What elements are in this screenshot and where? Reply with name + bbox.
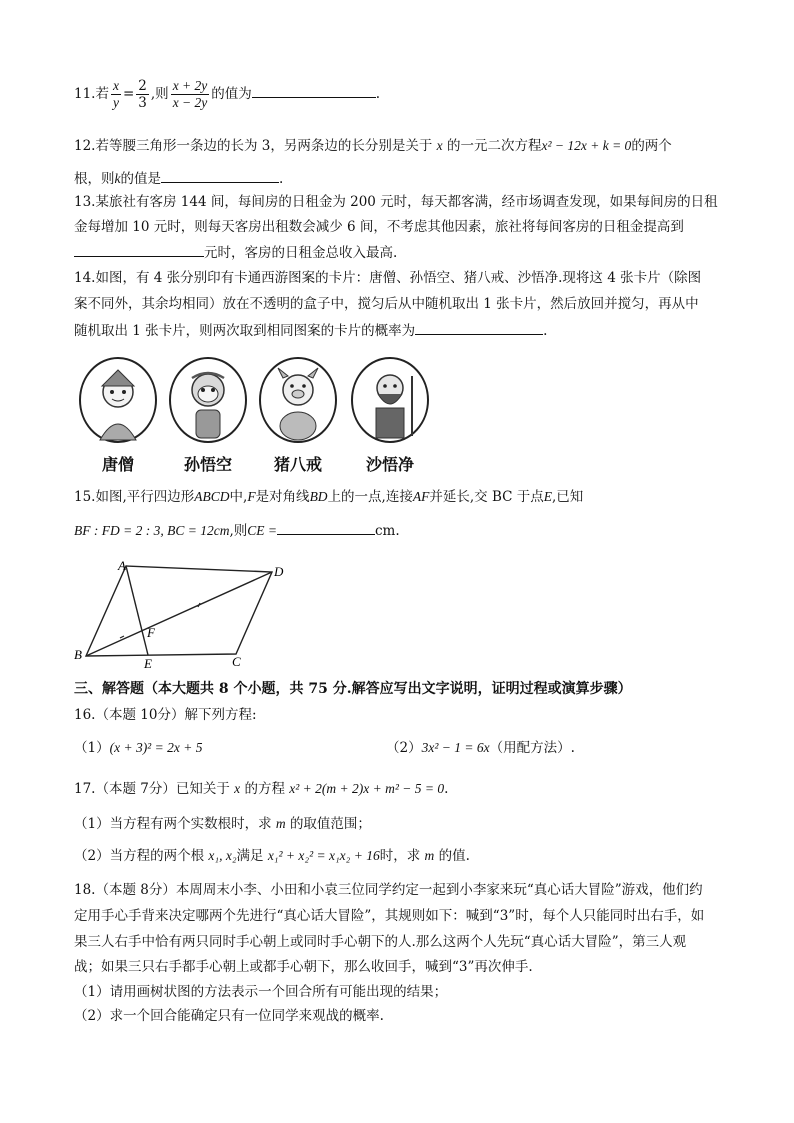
card-label-sha-wujing: 沙悟净 [365,455,414,474]
q17-part2-roots: x₁, x₂ [208,848,237,863]
q11-mid: ,则 [150,86,169,102]
q16-part2-equation: 3x² − 1 = 6x [421,740,490,755]
q15-ce: CE = [247,523,277,538]
question-18-line-4: 战；如果三只右手都手心朝上或都手心朝下，那么收回手，喊到“3”再次伸手. [74,959,533,975]
q17-text-b: 的方程 [244,781,285,797]
question-13-line-1: 13.某旅社有客房 144 间，每间房的日租金为 200 元时，每天都客满，经市场调查发现，如果每间房的日租 [74,194,718,210]
q11-answer-blank[interactable] [252,83,376,98]
parallelogram-figure [70,558,290,670]
q17-part2-text-b: 满足 [236,848,264,864]
q14-end: . [543,323,548,339]
q15-text-a: 15.如图,平行四边形 [74,489,195,505]
q16-part1-equation: (x + 3)² = 2x + 5 [109,740,203,755]
question-17-part-1 [74,814,371,834]
q17-text-a: 17.（本题 7分）已知关于 [74,781,230,797]
question-14-line-3 [74,320,547,341]
question-17-title [74,779,448,799]
q15-point-e: E [543,489,552,504]
question-15-line-2 [74,520,400,541]
question-15-line-1 [74,487,583,507]
q11-fraction-expression: $\frac{x + 2y}{x - 2y}$ [172,78,208,110]
q16-part2-label: （2） [386,740,422,756]
section-3-heading: 三、解答题（本大题共 8 个小题，共 75 分.解答应写出文字说明，证明过程或演算步骤） [74,681,632,697]
q12-end: . [279,171,284,187]
q11-fraction-two-thirds: $\frac{2}{3}$ [138,78,147,111]
q17-var-x: x [234,781,241,796]
q15-text-d: 上的一点,连接 [327,489,413,505]
question-18-part-2: （2）求一个回合能确定只有一位同学来观战的概率. [74,1008,384,1024]
question-18-part-1: （1）请用画树状图的方法表示一个回合所有可能出现的结果； [74,984,448,1000]
question-17-part-2 [74,846,470,866]
q16-part1-label: （1） [74,740,110,756]
question-16-part-1 [74,738,202,758]
question-13-line-2: 金每增加 10 元时，则每天客房出租数会减少 6 间，不考虑其他因素，旅社将每间客房的日租金提高到 [74,219,684,235]
segment-ae [126,566,148,655]
q12-var-k: k [114,171,121,186]
q17-part2-text-a: （2）当方程的两个根 [74,848,205,864]
q15-point-f: F [247,489,256,504]
q16-end: . [570,740,575,756]
q16-part2-note: （用配方法） [489,740,571,756]
q17-part2-var-m: m [424,848,435,863]
card-label-sun-wukong: 孙悟空 [183,455,232,474]
q14-answer-blank[interactable] [415,320,543,335]
card-sha-wujing-image [350,356,430,444]
q14-text: 随机取出 1 张卡片，则两次取到相同图案的卡片的概率为 [74,323,416,339]
q15-af: AF [412,489,430,504]
q17-part2-text-c: 时，求 [379,848,421,864]
q12-text-b: 的一元二次方程 [446,138,542,154]
q17-part2-equation: x₁² + x₂² = x₁x₂ + 16 [267,848,380,863]
q11-suffix: 的值为 [211,86,252,102]
card-tang-seng-image [78,356,158,444]
question-12-line-2 [74,168,283,189]
q12-text-c: 的两个 [631,138,672,154]
question-14-line-1: 14.如图，有 4 张分别印有卡通西游图案的卡片：唐僧、孙悟空、猪八戒、沙悟净.现将这 4 张卡片（除图 [74,270,702,286]
question-11 [74,78,380,111]
question-13-line-3 [74,242,397,263]
q17-part2-text-d: 的值. [438,848,470,864]
q15-text-f: ,已知 [551,489,584,505]
question-18-line-2: 定用手心手背来决定哪两个先进行“真心话大冒险”，其规则如下：喊到“3”时，每个人只能同时出右手，如 [74,908,705,924]
label-d: D [274,564,284,579]
q12-var-x: x [436,138,443,153]
q15-text-e: 并延长,交 BC 于点 [429,489,544,505]
question-18-line-1: 18.（本题 8分）本周周末小李、小田和小袁三位同学约定一起到小李家来玩“真心话大冒险”游戏，他们约 [74,882,703,898]
q11-fraction-x-over-y: $\frac{x}{y}$ [112,78,119,110]
q12-text-e: 的值是 [120,171,161,187]
q15-bd: BD [309,489,328,504]
question-14-line-2: 案不同外，其余均相同）放在不透明的盒子中，搅匀后从中随机取出 1 张卡片，然后放回并搅匀，再从中 [74,296,699,312]
q17-part1-var-m: m [275,816,286,831]
card-zhu-bajie-image [258,356,338,444]
label-e: E [144,656,152,670]
q17-part1-text-b: 的取值范围； [289,816,371,832]
parallelogram-abcd [86,566,272,656]
q12-text-a: 12.若等腰三角形一条边的长为 3，另两条边的长分别是关于 [74,138,433,154]
label-c: C [232,654,241,669]
label-f: F [147,625,155,640]
question-12-line-1 [74,136,672,156]
question-16-title: 16.（本题 10分）解下列方程: [74,707,257,723]
card-label-tang-seng: 唐僧 [101,455,134,474]
question-16-part-2 [386,738,575,758]
q12-answer-blank[interactable] [161,168,279,183]
card-label-zhu-bajie: 猪八戒 [273,455,322,474]
q15-answer-blank[interactable] [277,520,375,535]
label-a: A [118,558,126,573]
diagonal-bd [86,572,272,656]
q11-equals: = [122,86,135,102]
q11-prefix: 11.若 [74,86,109,102]
question-18-line-3: 果三人右手中恰有两只同时手心朝上或同时手心朝下的人.那么这两个人先玩“真心话大冒险”，第三人观 [74,934,687,950]
q13-text: 元时，客房的日租金总收入最高. [204,245,398,261]
label-b: B [74,647,82,662]
q15-text-g: ,则 [229,523,248,539]
q15-text-b: 中, [229,489,248,505]
q17-part1-text-a: （1）当方程有两个实数根时，求 [74,816,272,832]
q11-end: . [375,86,381,102]
q17-equation: x² + 2(m + 2)x + m² − 5 = 0 [289,781,445,796]
q15-abcd: ABCD [194,489,230,504]
q15-given: BF : FD = 2 : 3, BC = 12cm [74,523,230,538]
q12-equation: x² − 12x + k = 0 [541,138,632,153]
q12-text-d: 根，则 [74,171,115,187]
q15-unit: cm. [375,523,400,539]
q17-end: . [444,781,449,797]
card-sun-wukong-image [168,356,248,444]
q15-text-c: 是对角线 [255,489,310,505]
q13-answer-blank[interactable] [74,242,204,257]
